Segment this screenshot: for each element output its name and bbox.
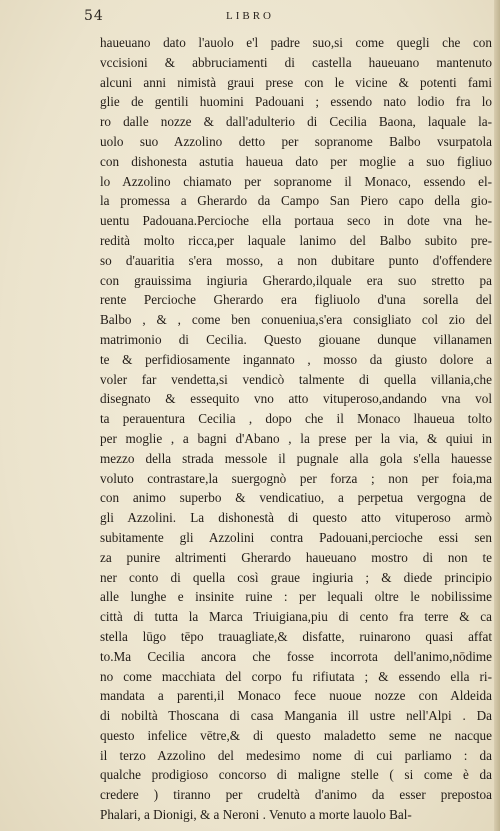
text-line: glie de gentili huomini Padouani ; essendo nato lodio fra lo [100,94,492,110]
text-line: con dishonesta astutia haueua dato per moglie a suo figliuo [100,153,492,169]
text-line: vccisioni & abbruciamenti di castella haueuano mantenuto [100,54,492,70]
text-line: mezzo della strada messole il pugnale alla gola s'ella hauesse [100,450,492,466]
text-line: redità molto ricca,per laquale lanimo del Balbo subito pre- [100,232,492,248]
running-title: LIBRO [226,10,274,22]
text-line: uentu Padouana.Percioche ella portaua seco in dote vna he- [100,213,492,229]
text-line: per moglie , a bagni d'Abano , la prese per la via, & quiui in [100,430,492,446]
text-line: credere ) tiranno per crudeltà d'animo da esser prepostoa [100,787,492,803]
page-number: 54 [84,8,104,24]
text-line: haueuano dato l'auolo e'l padre suo,si come quegli che con [100,35,492,50]
body-text [100,33,492,825]
text-line: Phalari, a Dionigi, & a Neroni . Venuto a morte lauolo Bal- [100,807,412,823]
text-line: uolo suo Azzolino detto per sopranome Balbo vsurpatola [100,133,492,149]
text-line: to.Ma Cecilia ancora che fosse incorrota dell'animo,nōdime [100,648,492,664]
text-line: ro dalle nozze & dall'adulterio di Cecilia Baona, laquale la- [100,114,492,130]
text-line: stella lūgo tēpo trauagliate,& disfatte, ruinarono quasi affat [100,628,492,644]
text-line: con grauissima ingiuria Gherardo,ilquale era suo stretto pa [100,272,492,288]
text-line: gli Azzolini. La dishonestà di questo atto vituperoso armò [100,510,492,526]
text-line: disegnato & essequito vno atto vituperoso,andando vna vol [100,391,492,407]
text-line: matrimonio di Cecilia. Questo giouane dunque villanamen [100,331,492,347]
text-line: mandata a parenti,il Monaco fece nuoue nozze con Aldeida [100,688,492,704]
text-line: voler far vendetta,si vendicò talmente di quella villania,che [100,371,492,387]
text-line: so d'auaritia s'era mosso, a non dubitare punto d'offendere [100,252,492,268]
text-line: za punire altrimenti Gherardo haueuano mostro di non te [100,549,492,565]
text-line: città di tutta la Marca Triuigiana,piu di cento fra terre & ca [100,609,492,625]
running-head [0,0,500,36]
text-line: te & perfidiosamente ingannato , mosso da giusto dolore a [100,351,492,367]
text-line: alcuni anni nimistà graui prese con le vicine & potenti fami [100,74,492,90]
text-line: lo Azzolino chiamato per sopranome il Monaco, essendo el- [100,173,492,189]
page-gutter-edge [494,0,500,831]
text-line: il terzo Azzolino del medesimo nome di cui parliamo : da [100,747,492,763]
text-line: la promessa a Gherardo da Campo San Piero capo della gio- [100,193,492,209]
text-line: ner conto di quella così graue ingiuria ; & diede principio [100,569,492,585]
text-line: Balbo , & , come ben conueniua,s'era consigliato col zio del [100,312,492,328]
text-line: qualche prodigioso concorso di maligne stelle ( si come è da [100,767,492,783]
text-line: con animo superbo & vendicatiuo, a perpetua vergogna de [100,490,492,506]
text-line: di nobiltà Thoscana di casa Mangania ill ustre nell'Alpi . Da [100,708,492,724]
text-line: alle lunghe e insinite ruine : per lequali oltre le nobilissime [100,589,492,605]
text-line: subitamente gli Azzolini contra Padouani,percioche essi sen [100,529,492,545]
text-line: rente Percioche Gherardo era figliuolo d'una sorella del [100,292,492,308]
text-line: no come macchiata del corpo fu rifiutata ; & essendo ella ri- [100,668,492,684]
text-line: ta perauentura Cecilia , dopo che il Monaco lhaueua tolto [100,411,492,427]
text-line: voluto contrastare,la suergognò per forza ; non per foia,ma [100,470,492,486]
text-line: questo infelice vētre,& di questo maladetto seme ne nacque [100,727,492,743]
